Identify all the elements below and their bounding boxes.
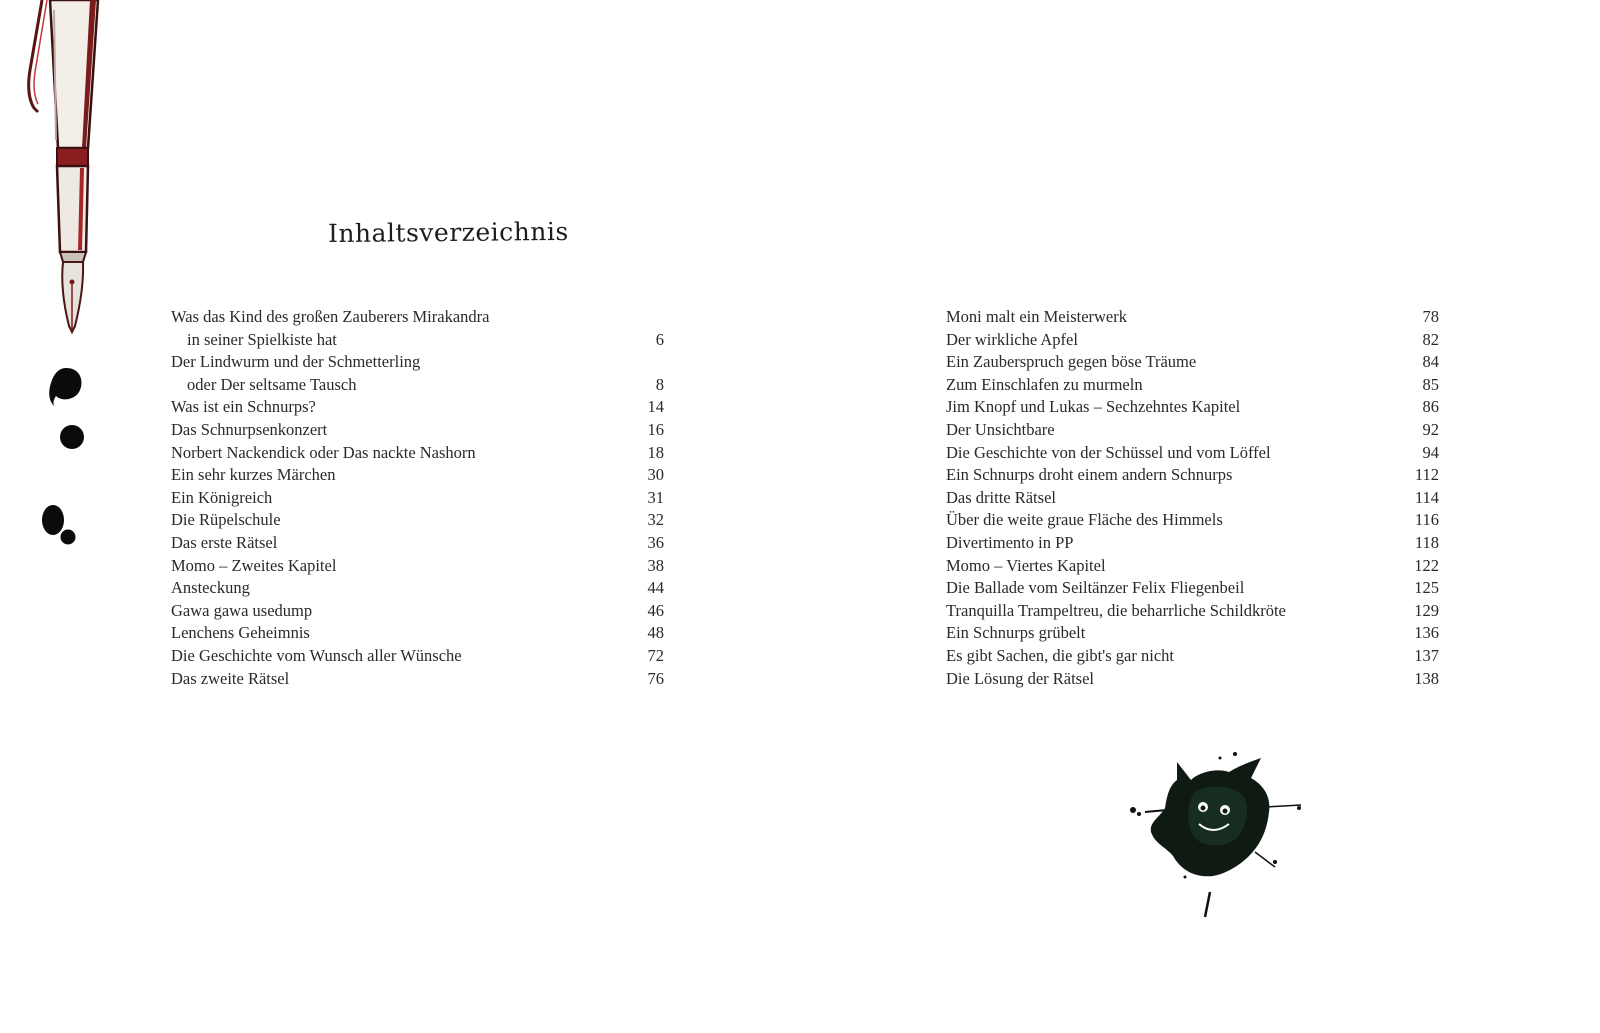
- entry-title: Momo – Zweites Kapitel: [171, 555, 337, 575]
- entry-title: Das zweite Rätsel: [171, 668, 290, 688]
- toc-entry[interactable]: [946, 668, 1439, 691]
- toc-entry[interactable]: [171, 306, 664, 329]
- entry-page: 78: [1422, 307, 1439, 326]
- entry-title: Gawa gawa usedump: [171, 600, 313, 620]
- toc-entry[interactable]: [171, 396, 664, 419]
- entry-title: Momo – Viertes Kapitel: [946, 555, 1106, 575]
- entry-title: Der wirkliche Apfel: [946, 329, 1078, 349]
- toc-entry[interactable]: [946, 600, 1439, 623]
- entry-title: Jim Knopf und Lukas – Sechzehntes Kapitel: [946, 397, 1241, 417]
- entry-title: Ein Schnurps droht einem andern Schnurps: [946, 465, 1233, 485]
- entry-page: 92: [1422, 419, 1439, 439]
- toc-entry[interactable]: [171, 419, 664, 442]
- toc-left-column: [171, 306, 664, 690]
- entry-title: in seiner Spielkiste hat: [187, 329, 337, 349]
- toc-entry[interactable]: [946, 532, 1439, 555]
- toc-entry[interactable]: [171, 577, 664, 600]
- entry-page: 48: [647, 623, 664, 643]
- toc-entry[interactable]: [946, 351, 1439, 374]
- toc-entry[interactable]: [946, 374, 1439, 397]
- entry-title: Der Unsichtbare: [946, 419, 1055, 439]
- toc-entry[interactable]: [171, 532, 664, 555]
- entry-page: 114: [1414, 487, 1439, 507]
- entry-title: Ein Schnurps grübelt: [946, 623, 1086, 643]
- entry-page: 85: [1422, 374, 1439, 394]
- entry-title: Divertimento in PP: [946, 532, 1074, 552]
- entry-title: Über die weite graue Fläche des Himmels: [946, 510, 1223, 530]
- entry-title: Das erste Rätsel: [171, 532, 278, 552]
- entry-title: Das dritte Rätsel: [946, 487, 1056, 507]
- toc-entry[interactable]: [171, 329, 664, 352]
- toc-entry[interactable]: [171, 509, 664, 532]
- entry-title: Was ist ein Schnurps?: [171, 397, 316, 417]
- entry-page: 72: [647, 645, 664, 665]
- fountain-pen-icon: [20, 0, 110, 340]
- entry-page: 76: [647, 668, 664, 688]
- toc-entry[interactable]: [946, 419, 1439, 442]
- toc-entry[interactable]: [171, 622, 664, 645]
- entry-page: 138: [1414, 668, 1439, 688]
- entry-page: 94: [1422, 442, 1439, 462]
- entry-page: 116: [1414, 510, 1439, 530]
- entry-title: Was das Kind des großen Zauberers Mirakandra: [171, 307, 490, 326]
- entry-page: 118: [1414, 532, 1439, 552]
- toc-entry[interactable]: [171, 668, 664, 691]
- entry-page: 86: [1422, 397, 1439, 417]
- toc-entry[interactable]: [946, 306, 1439, 329]
- entry-page: 30: [647, 465, 664, 485]
- entry-page: 136: [1414, 623, 1439, 643]
- toc-entry[interactable]: [946, 577, 1439, 600]
- toc-entry[interactable]: [946, 329, 1439, 352]
- toc-entry[interactable]: [171, 600, 664, 623]
- entry-page: 125: [1414, 578, 1439, 598]
- entry-title: oder Der seltsame Tausch: [187, 374, 357, 394]
- entry-title: Die Rüpelschule: [171, 510, 281, 530]
- entry-page: 44: [647, 578, 664, 598]
- entry-title: Die Geschichte von der Schüssel und vom Löffel: [946, 442, 1271, 462]
- entry-title: Die Lösung der Rätsel: [946, 668, 1095, 688]
- entry-title: Das Schnurpsenkonzert: [171, 419, 328, 439]
- entry-page: 122: [1414, 555, 1439, 575]
- toc-entry[interactable]: [171, 487, 664, 510]
- entry-page: 36: [647, 532, 664, 552]
- entry-page: 8: [655, 374, 664, 394]
- entry-title: Ansteckung: [171, 578, 250, 598]
- entry-page: 31: [647, 487, 664, 507]
- entry-title: Der Lindwurm und der Schmetterling: [171, 352, 421, 372]
- entry-page: 129: [1414, 600, 1439, 620]
- toc-entry[interactable]: [946, 442, 1439, 465]
- entry-page: 38: [647, 555, 664, 575]
- toc-entry[interactable]: [946, 555, 1439, 578]
- entry-title: Lenchens Geheimnis: [171, 623, 310, 643]
- entry-page: 84: [1422, 352, 1439, 372]
- entry-page: 14: [647, 397, 664, 417]
- entry-page: 16: [647, 419, 664, 439]
- toc-entry[interactable]: [946, 622, 1439, 645]
- page-title: Inhaltsverzeichnis: [327, 216, 569, 249]
- entry-page: 32: [647, 510, 664, 530]
- entry-title: Die Ballade vom Seiltänzer Felix Fliegenbeil: [946, 578, 1245, 598]
- ink-blot-creature-icon: [1125, 752, 1315, 922]
- entry-page: 6: [655, 329, 664, 349]
- toc-entry[interactable]: [946, 396, 1439, 419]
- entry-title: Zum Einschlafen zu murmeln: [946, 374, 1143, 394]
- toc-entry[interactable]: [946, 464, 1439, 487]
- entry-page: 137: [1414, 645, 1439, 665]
- entry-title: Ein sehr kurzes Märchen: [171, 465, 336, 485]
- entry-title: Ein Zauberspruch gegen böse Träume: [946, 352, 1197, 372]
- entry-title: Moni malt ein Meisterwerk: [946, 307, 1128, 326]
- toc-entry[interactable]: [171, 555, 664, 578]
- entry-page: 82: [1422, 329, 1439, 349]
- ink-drops-icon: [36, 360, 96, 560]
- toc-entry[interactable]: [171, 374, 664, 397]
- entry-title: Tranquilla Trampeltreu, die beharrliche Schildkröte: [946, 600, 1286, 620]
- toc-right-column: [946, 306, 1439, 690]
- toc-entry[interactable]: [946, 509, 1439, 532]
- toc-entry[interactable]: [946, 645, 1439, 668]
- entry-title: Die Geschichte vom Wunsch aller Wünsche: [171, 645, 462, 665]
- toc-entry[interactable]: [171, 351, 664, 374]
- entry-page: 46: [647, 600, 664, 620]
- entry-title: Norbert Nackendick oder Das nackte Nashorn: [171, 442, 476, 462]
- toc-entry[interactable]: [946, 487, 1439, 510]
- entry-page: 112: [1414, 465, 1439, 485]
- toc-entry[interactable]: [171, 442, 664, 465]
- toc-entry[interactable]: [171, 464, 664, 487]
- entry-title: Ein Königreich: [171, 487, 273, 507]
- entry-title: Es gibt Sachen, die gibt's gar nicht: [946, 645, 1174, 665]
- entry-page: 18: [647, 442, 664, 462]
- toc-entry[interactable]: [171, 645, 664, 668]
